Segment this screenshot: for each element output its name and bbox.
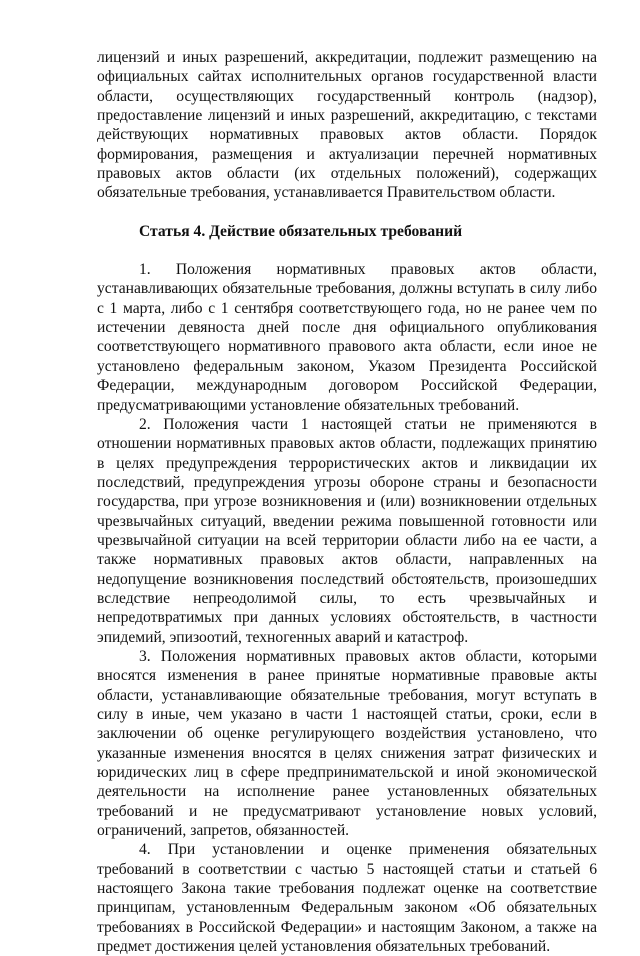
intro-paragraph: лицензий и иных разрешений, аккредитации, подлежит размещению на официальных сайтах исполнительных органов государственной власти области, осуществляющих государственный контроль (надзор), предоставление лицензий и иных разрешений, аккредитацию, с текстами действующих нормативных правовых актов области. Порядок формирования, размещения и актуализации перечней нормативных правовых актов области (их отдельных положений), содержащих обязательные требования, устанавливается Правительством области.: [97, 49, 597, 202]
paragraph-3: 3. Положения нормативных правовых актов области, которыми вносятся изменения в ранее принятые нормативные правовые акты области, устанавливающие обязательные требования, могут вступать в силу в иные, чем указано в части 1 настоящей статьи, сроки, если в заключении об оценке регулирующего воздействия установлено, что указанные изменения вносятся в целях снижения затрат физических и юридических лиц в сфере предпринимательской и иной экономической деятельности на исполнение ранее установленных обязательных требований и не предусматривают установление новых условий, ограничений, запретов, обязанностей.: [97, 647, 597, 840]
paragraph-4: 4. При установлении и оценке применения обязательных требований в соответствии с частью 5 настоящей статьи и статьей 6 настоящего Закона такие требования подлежат оценке на соответствие принципам, установленным Федеральным законом «Об обязательных требованиях в Российской Федерации» и настоящим Законом, а также на предмет достижения целей установления обязательных требований.: [97, 841, 597, 956]
document-page: [97, 48, 597, 956]
article-heading: Статья 4. Действие обязательных требований: [139, 222, 463, 240]
paragraph-2: 2. Положения части 1 настоящей статьи не применяются в отношении нормативных правовых актов области, подлежащих принятию в целях предупреждения террористических актов и ликвидации их последствий, предупреждения угрозы обороне страны и безопасности государства, при угрозе возникновения и (или) возникновении отдельных чрезвычайных ситуаций, введении режима повышенной готовности или чрезвычайной ситуации на всей территории области либо на ее части, а также нормативных правовых актов области, направленных на недопущение возникновения последствий обстоятельств, произошедших вследствие непреодолимой силы, то есть чрезвычайных и непредотвратимых при данных условиях обстоятельств, в частности эпидемий, эпизоотий, техногенных аварий и катастроф.: [97, 415, 597, 646]
paragraph-1: 1. Положения нормативных правовых актов области, устанавливающих обязательные требования, должны вступать в силу либо с 1 марта, либо с 1 сентября соответствующего года, но не ранее чем по истечении девяноста дней после дня официального опубликования соответствующего нормативного правового акта области, если иное не установлено федеральным законом, Указом Президента Российской Федерации, международным договором Российской Федерации, предусматривающими установление обязательных требований.: [97, 261, 597, 414]
